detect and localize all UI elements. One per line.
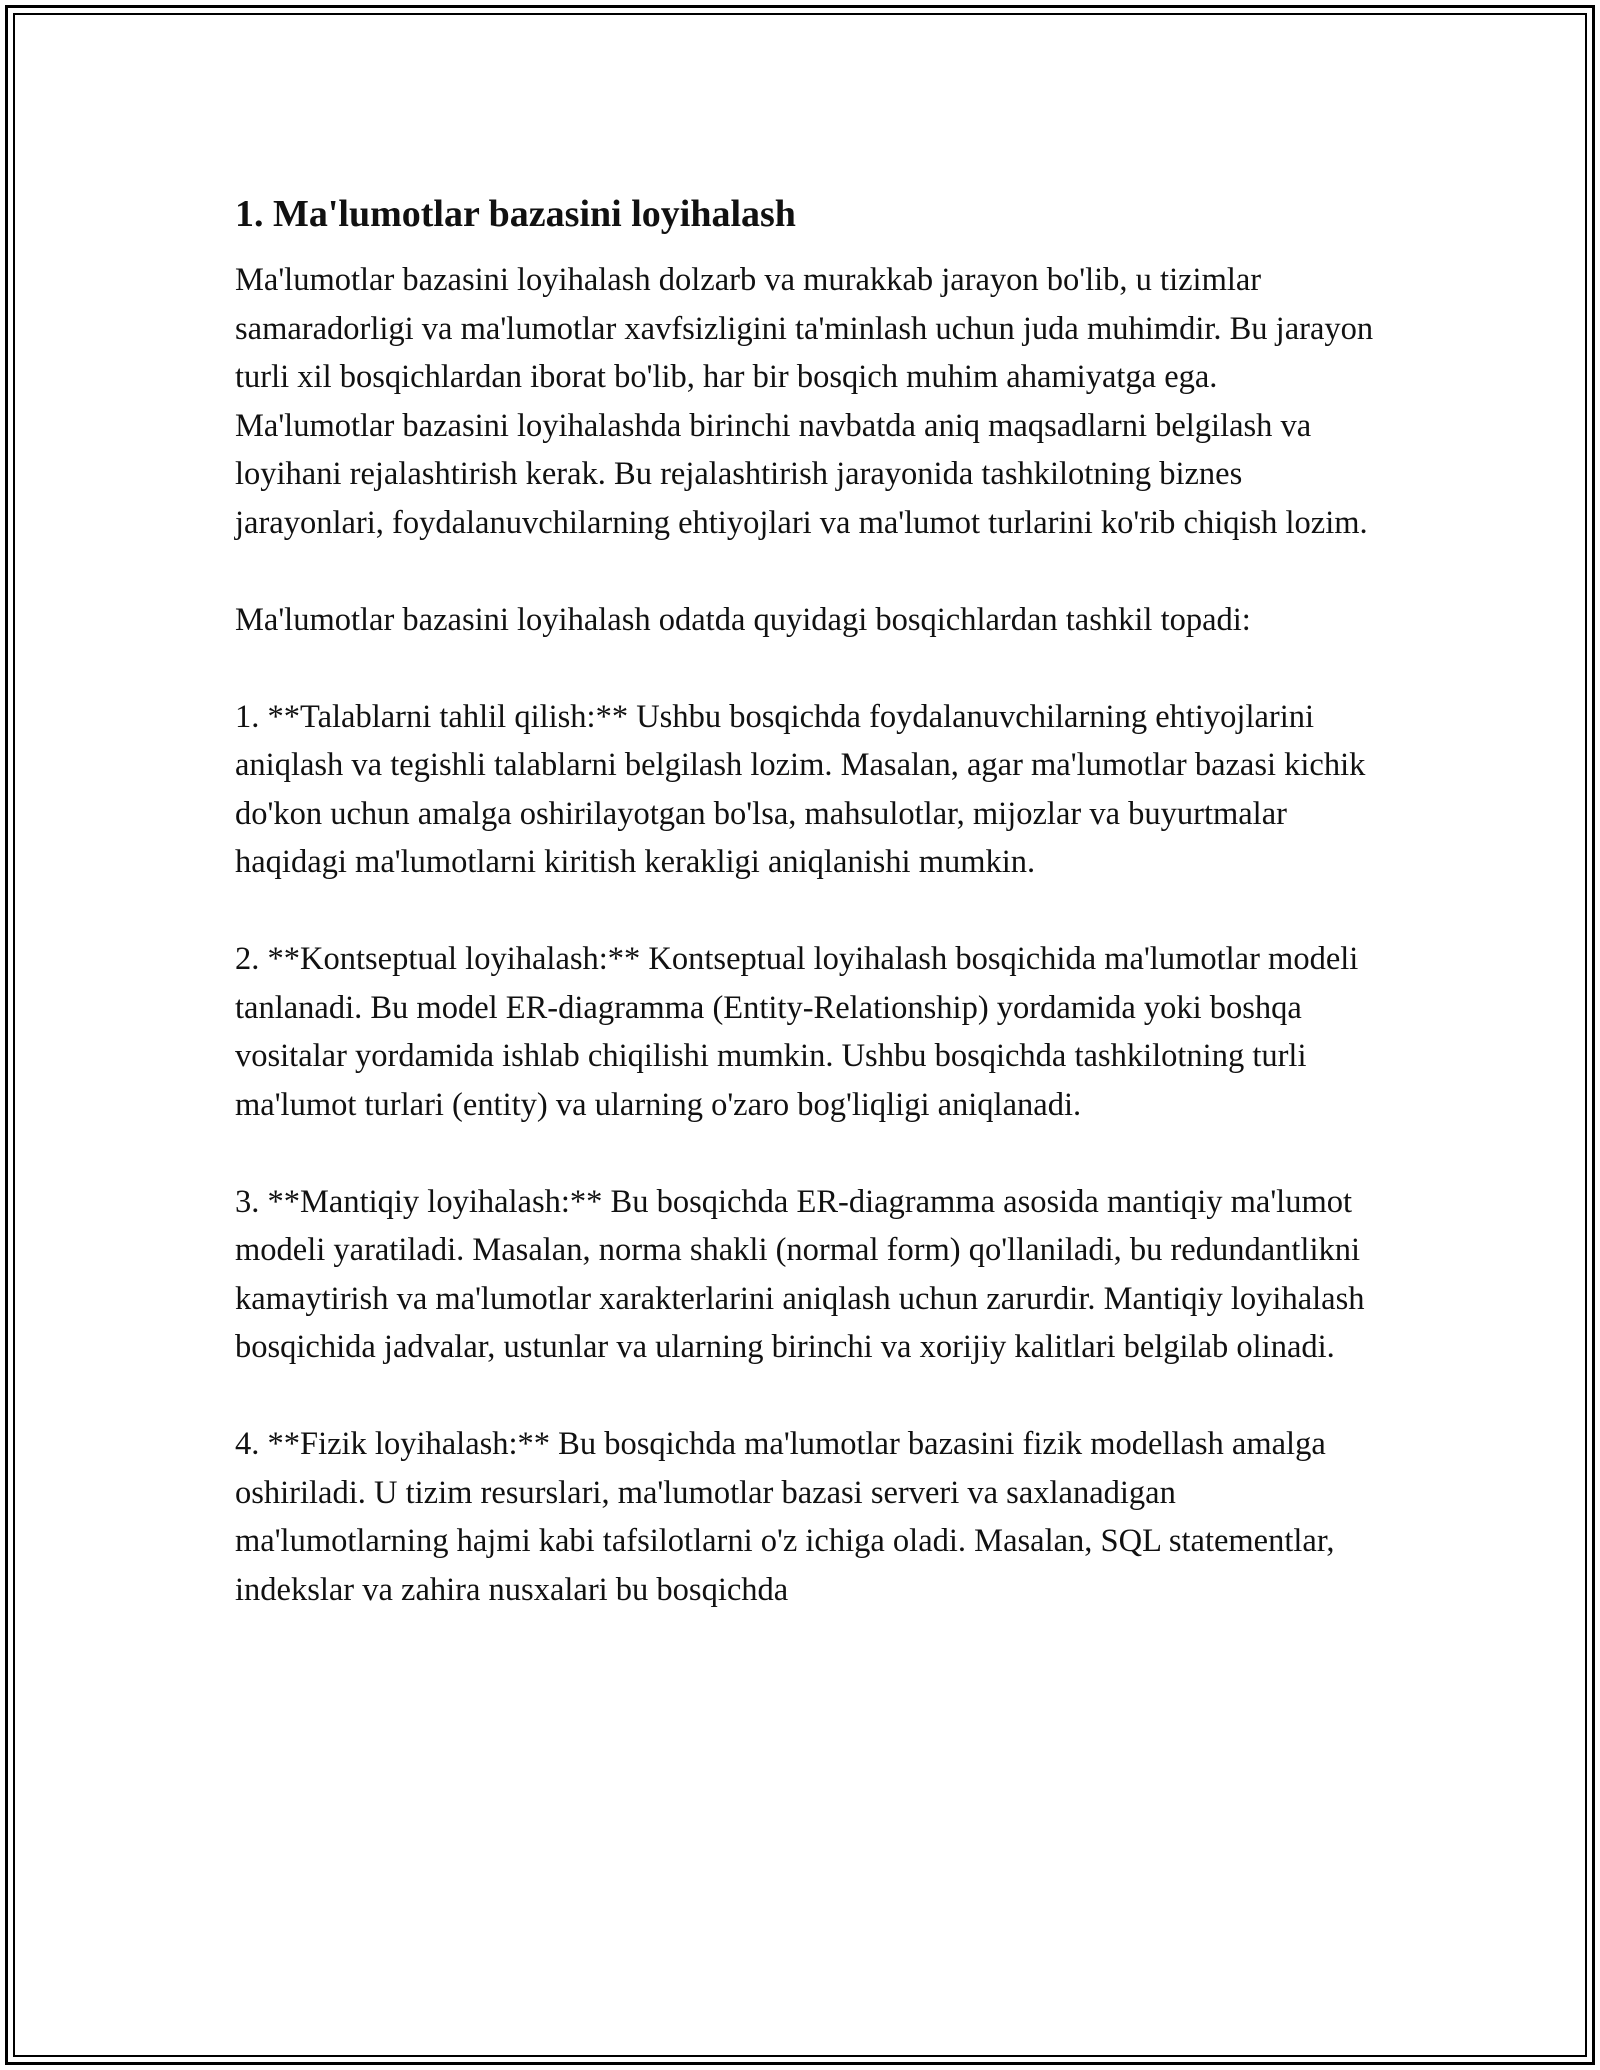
- stage-1-paragraph: 1. **Talablarni tahlil qilish:** Ushbu bosqichda foydalanuvchilarning ehtiyojlarini aniqlash va tegishli talablarni belgilash lozim. Masalan, agar ma'lumotlar bazasi kichik do'kon uchun amalga oshirilayotgan bo'lsa, mahsulotlar, mijozlar va buyurtmalar haqidagi ma'lumotlarni kiritish kerakligi aniqlanishi mumkin.: [235, 698, 1366, 880]
- stages-intro-paragraph: Ma'lumotlar bazasini loyihalash odatda quyidagi bosqichlardan tashkil topadi:: [235, 601, 1251, 638]
- stage-4-paragraph: 4. **Fizik loyihalash:** Bu bosqichda ma'lumotlar bazasini fizik modellash amalga oshiriladi. U tizim resurslari, ma'lumotlar bazasi serveri va saxlanadigan ma'lumotlarning hajmi kabi tafsilotlarni o'z ichiga oladi. Masalan, SQL statementlar, indekslar va zahira nusxalari bu bosqichda: [235, 1426, 1335, 1608]
- stage-2-paragraph: 2. **Kontseptual loyihalash:** Kontseptual loyihalash bosqichida ma'lumotlar modeli tanlanadi. Bu model ER-diagramma (Entity-Relationship) yordamida yoki boshqa vositalar yordamida ishlab chiqilishi mumkin. Ushbu bosqichda tashkilotning turli ma'lumot turlari (entity) va ularning o'zaro bog'liqligi aniqlanadi.: [235, 941, 1359, 1123]
- document-body: [235, 188, 1375, 1614]
- intro-paragraph: Ma'lumotlar bazasini loyihalash dolzarb va murakkab jarayon bo'lib, u tizimlar samaradorligi va ma'lumotlar xavfsizligini ta'minlash uchun juda muhimdir. Bu jarayon turli xil bosqichlardan iborat bo'lib, har bir bosqich muhim ahamiyatga ega. Ma'lumotlar bazasini loyihalashda birinchi navbatda aniq maqsadlarni belgilash va loyihani rejalashtirish kerak. Bu rejalashtirish jarayonida tashkilotning biznes jarayonlari, foydalanuvchilarning ehtiyojlari va ma'lumot turlarini ko'rib chiqish lozim.: [235, 262, 1374, 541]
- page-title: 1. Ma'lumotlar bazasini loyihalash: [235, 193, 796, 235]
- stage-3-paragraph: 3. **Mantiqiy loyihalash:** Bu bosqichda ER-diagramma asosida mantiqiy ma'lumot modeli yaratiladi. Masalan, norma shakli (normal form) qo'llaniladi, bu redundantlikni kamaytirish va ma'lumotlar xarakterlarini aniqlash uchun zarurdir. Mantiqiy loyihalash bosqichida jadvalar, ustunlar va ularning birinchi va xorijiy kalitlari belgilab olinadi.: [235, 1183, 1365, 1365]
